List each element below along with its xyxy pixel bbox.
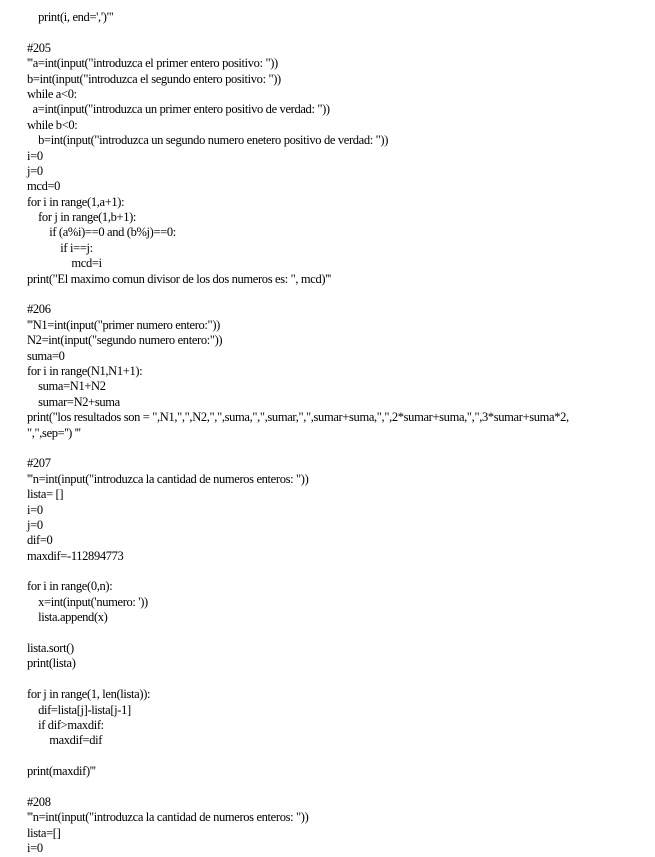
code-line: x=int(input('numero: ')) (27, 594, 148, 609)
code-line: '''N1=int(input("primer numero entero:")) (27, 317, 220, 332)
code-line: print("El maximo comun divisor de los dos numeros es: ", mcd)''' (27, 271, 331, 286)
code-line: if (a%i)==0 and (b%j)==0: (27, 225, 176, 240)
code-line: sumar=N2+suma (27, 394, 120, 409)
code-line: print(i, end=',')"' (27, 10, 114, 24)
code-line: while a<0: (27, 86, 77, 101)
code-line: #206 (27, 302, 51, 317)
code-line: if dif>maxdif: (27, 717, 104, 732)
code-line: for j in range(1,b+1): (27, 210, 137, 225)
code-line (27, 25, 652, 40)
code-line: for i in range(0,n): (27, 579, 113, 594)
code-line: j=0 (27, 163, 43, 178)
code-line (27, 780, 652, 795)
code-line: '''n=int(input("introduzca la cantidad de numeros enteros: ")) (27, 810, 309, 825)
code-line: mcd=0 (27, 179, 61, 194)
code-line: for i in range(1,a+1): (27, 194, 125, 209)
code-line: lista=[] (27, 825, 61, 840)
code-line (27, 626, 652, 641)
code-line: maxdif=-112894773 (27, 548, 124, 563)
code-line: mcd=i (27, 256, 102, 271)
code-line: while b<0: (27, 117, 78, 132)
code-line: lista.append(x) (27, 610, 108, 625)
code-line: dif=0 (27, 533, 53, 548)
code-line: print("los resultados son = ",N1,",",N2,",",suma,",",sumar,",",sumar+suma,",",2*sumar+suma,",",3*sumar+suma*2, (27, 410, 569, 425)
code-line: b=int(input("introduzca el segundo entero positivo: ")) (27, 71, 281, 86)
code-document (27, 10, 652, 856)
code-line: a=int(input("introduzca un primer entero positivo de verdad: ")) (27, 102, 330, 117)
code-line (27, 441, 652, 456)
code-line (27, 287, 652, 302)
code-line: '''n=int(input("introduzca la cantidad de numeros enteros: ")) (27, 471, 309, 486)
code-line: i=0 (27, 841, 43, 856)
code-line: b=int(input("introduzca un segundo numero enetero positivo de verdad: ")) (27, 133, 389, 148)
code-line: if i==j: (27, 240, 93, 255)
code-line: for j in range(1, len(lista)): (27, 687, 151, 702)
code-line: suma=0 (27, 348, 65, 363)
code-line: i=0 (27, 148, 43, 163)
code-line: suma=N1+N2 (27, 379, 106, 394)
code-line (27, 749, 652, 764)
code-line: lista.sort() (27, 641, 74, 656)
code-line: print(lista) (27, 656, 76, 671)
code-line: ",",sep='') ''' (27, 425, 81, 440)
code-line: N2=int(input("segundo numero entero:")) (27, 333, 223, 348)
code-line: j=0 (27, 517, 43, 532)
code-line: dif=lista[j]-lista[j-1] (27, 702, 131, 717)
code-line: i=0 (27, 502, 43, 517)
code-line: for i in range(N1,N1+1): (27, 363, 143, 378)
code-line: '''a=int(input("introduzca el primer entero positivo: ")) (27, 56, 278, 71)
code-line: lista= [] (27, 487, 64, 502)
code-line: maxdif=dif (27, 733, 103, 748)
code-line: #207 (27, 456, 51, 471)
code-line: #208 (27, 794, 51, 809)
code-line (27, 672, 652, 687)
code-line: #205 (27, 40, 51, 55)
code-line (27, 564, 652, 579)
code-line: print(maxdif)''' (27, 764, 96, 779)
